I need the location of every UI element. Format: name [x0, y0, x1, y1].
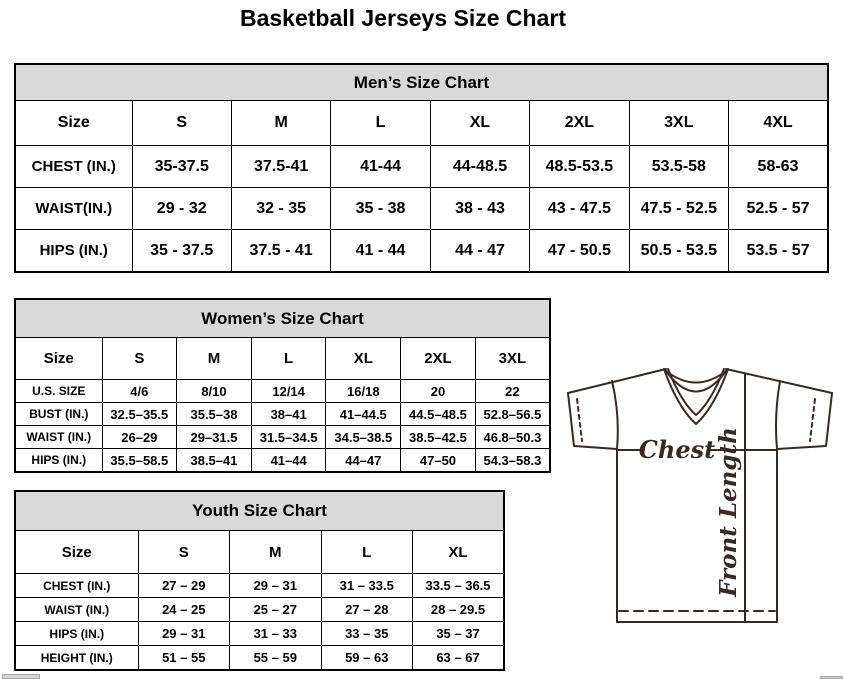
row-label: HEIGHT (IN.)	[15, 646, 138, 671]
size-cell: 24 – 25	[138, 598, 230, 622]
size-cell: 4/6	[102, 380, 177, 403]
table-row	[15, 449, 550, 473]
chest-label: Chest	[638, 435, 716, 464]
table-row	[15, 598, 504, 622]
column-header: 2XL	[401, 338, 476, 380]
row-label: WAIST(IN.)	[15, 188, 132, 230]
row-label: BUST (IN.)	[15, 403, 102, 426]
size-cell: 31.5–34.5	[251, 426, 326, 449]
mens-table-title: Men’s Size Chart	[15, 64, 828, 101]
column-header: Size	[15, 101, 132, 146]
table-row	[15, 426, 550, 449]
size-cell: 59 – 63	[321, 646, 413, 671]
row-label: WAIST (IN.)	[15, 426, 102, 449]
table-row	[15, 574, 504, 598]
size-cell: 22	[475, 380, 550, 403]
column-header-row	[15, 338, 550, 380]
size-cell: 53.5-58	[629, 146, 728, 188]
column-header: XL	[430, 101, 529, 146]
front-length-label: Front Length	[715, 427, 742, 597]
womens-table-title: Women’s Size Chart	[15, 299, 550, 338]
size-cell: 50.5 - 53.5	[629, 230, 728, 273]
size-cell: 32 - 35	[231, 188, 330, 230]
size-cell: 58-63	[729, 146, 828, 188]
column-header: Size	[15, 338, 102, 380]
collar-inner-curve	[666, 371, 726, 392]
size-cell: 53.5 - 57	[729, 230, 828, 273]
size-cell: 37.5-41	[231, 146, 330, 188]
size-cell: 41–44.5	[326, 403, 401, 426]
mens-table	[14, 63, 829, 273]
womens-size-chart	[14, 298, 551, 473]
size-cell: 29 - 32	[132, 188, 231, 230]
table-row	[15, 188, 828, 230]
body-outline	[617, 449, 777, 622]
table-row	[15, 230, 828, 273]
size-cell: 34.5–38.5	[326, 426, 401, 449]
left-sleeve-outline	[568, 393, 617, 449]
column-header: XL	[413, 531, 505, 574]
size-cell: 63 – 67	[413, 646, 505, 671]
size-cell: 52.5 - 57	[729, 188, 828, 230]
size-cell: 38 - 43	[430, 188, 529, 230]
size-cell: 46.8–50.3	[475, 426, 550, 449]
left-shoulder-line	[568, 369, 666, 393]
column-header: M	[230, 531, 322, 574]
size-cell: 35 – 37	[413, 622, 505, 646]
page-title: Basketball Jerseys Size Chart	[239, 5, 566, 31]
column-header: L	[251, 338, 326, 380]
column-header: XL	[326, 338, 401, 380]
size-cell: 31 – 33	[230, 622, 322, 646]
column-header: S	[138, 531, 230, 574]
size-cell: 29 – 31	[138, 622, 230, 646]
row-label: CHEST (IN.)	[15, 146, 132, 188]
youth-table-title: Youth Size Chart	[15, 491, 504, 531]
size-cell: 54.3–58.3	[475, 449, 550, 473]
column-header: L	[331, 101, 430, 146]
size-cell: 44–47	[326, 449, 401, 473]
column-header: 3XL	[629, 101, 728, 146]
size-cell: 16/18	[326, 380, 401, 403]
size-cell: 41 - 44	[331, 230, 430, 273]
row-label: HIPS (IN.)	[15, 449, 102, 473]
mens-size-chart	[14, 63, 829, 273]
size-cell: 55 – 59	[230, 646, 322, 671]
size-cell: 44.5–48.5	[401, 403, 476, 426]
size-cell: 47–50	[401, 449, 476, 473]
size-cell: 38.5–42.5	[401, 426, 476, 449]
row-label: WAIST (IN.)	[15, 598, 138, 622]
right-sleeve-stitch-line	[810, 399, 815, 441]
size-cell: 41-44	[331, 146, 430, 188]
column-header: S	[102, 338, 177, 380]
column-header: 3XL	[475, 338, 550, 380]
size-cell: 12/14	[251, 380, 326, 403]
size-cell: 47 - 50.5	[530, 230, 629, 273]
size-cell: 29–31.5	[177, 426, 252, 449]
womens-table	[14, 298, 551, 473]
column-header: L	[321, 531, 413, 574]
right-armhole-seam	[776, 381, 780, 449]
table-row	[15, 646, 504, 671]
size-cell: 35 - 37.5	[132, 230, 231, 273]
size-cell: 29 – 31	[230, 574, 322, 598]
column-header: S	[132, 101, 231, 146]
youth-table	[14, 490, 505, 671]
size-cell: 28 – 29.5	[413, 598, 505, 622]
column-header: M	[177, 338, 252, 380]
row-label: CHEST (IN.)	[15, 574, 138, 598]
left-armhole-seam	[612, 381, 618, 449]
row-label: U.S. SIZE	[15, 380, 102, 403]
size-cell: 31 – 33.5	[321, 574, 413, 598]
size-cell: 41–44	[251, 449, 326, 473]
right-sleeve-outline	[777, 393, 832, 449]
size-cell: 52.8–56.5	[475, 403, 550, 426]
scrollbar-fragment-left[interactable]	[2, 674, 40, 679]
table-row	[15, 403, 550, 426]
size-cell: 20	[401, 380, 476, 403]
table-row	[15, 622, 504, 646]
size-cell: 35 - 38	[331, 188, 430, 230]
column-header: Size	[15, 531, 138, 574]
size-cell: 38.5–41	[177, 449, 252, 473]
size-cell: 35-37.5	[132, 146, 231, 188]
size-cell: 32.5–35.5	[102, 403, 177, 426]
left-sleeve-stitch-line	[577, 399, 582, 441]
column-header: 4XL	[729, 101, 828, 146]
size-cell: 44 - 47	[430, 230, 529, 273]
row-label: HIPS (IN.)	[15, 622, 138, 646]
size-cell: 26–29	[102, 426, 177, 449]
size-cell: 43 - 47.5	[530, 188, 629, 230]
table-row	[15, 146, 828, 188]
column-header: M	[231, 101, 330, 146]
size-cell: 33 – 35	[321, 622, 413, 646]
column-header-row	[15, 101, 828, 146]
size-cell: 35.5–38	[177, 403, 252, 426]
size-cell: 37.5 - 41	[231, 230, 330, 273]
size-cell: 25 – 27	[230, 598, 322, 622]
table-row	[15, 380, 550, 403]
column-header-row	[15, 531, 504, 574]
size-cell: 8/10	[177, 380, 252, 403]
row-label: HIPS (IN.)	[15, 230, 132, 273]
size-cell: 38–41	[251, 403, 326, 426]
size-cell: 44-48.5	[430, 146, 529, 188]
size-cell: 27 – 28	[321, 598, 413, 622]
jersey-measurement-diagram	[558, 360, 842, 628]
size-cell: 27 – 29	[138, 574, 230, 598]
size-cell: 33.5 – 36.5	[413, 574, 505, 598]
size-cell: 47.5 - 52.5	[629, 188, 728, 230]
youth-size-chart	[14, 490, 505, 671]
column-header: 2XL	[530, 101, 629, 146]
size-cell: 35.5–58.5	[102, 449, 177, 473]
size-cell: 48.5-53.5	[530, 146, 629, 188]
size-cell: 51 – 55	[138, 646, 230, 671]
